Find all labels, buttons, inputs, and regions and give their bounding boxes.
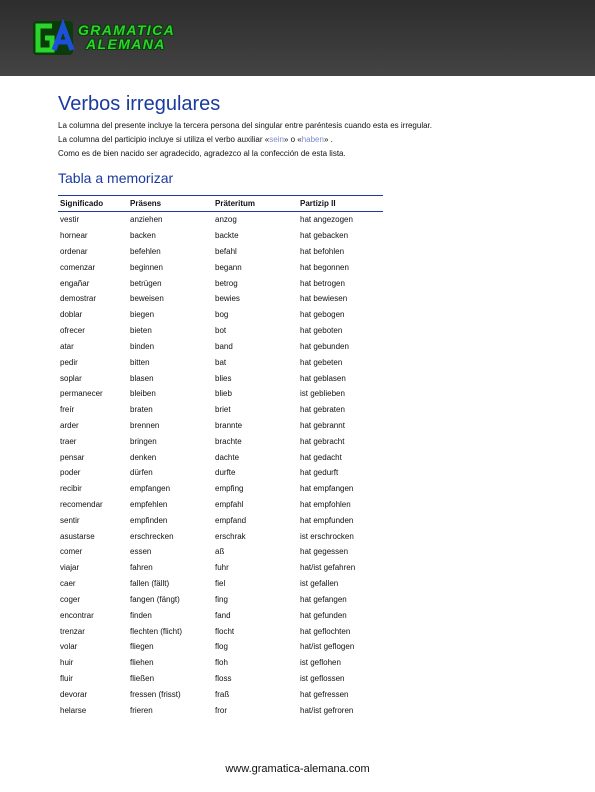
table-row <box>58 481 383 497</box>
cell-significado: pensar <box>60 452 85 462</box>
table-row <box>58 560 383 576</box>
cell-partizip: hat angezogen <box>300 215 353 225</box>
cell-prasens: fahren <box>130 563 153 573</box>
table-row <box>58 402 383 418</box>
table-row <box>58 702 383 718</box>
intro-line-2-start: La columna del participio incluye si utiliza el verbo auxiliar « <box>58 135 270 144</box>
cell-prateritum: bewies <box>215 294 240 304</box>
cell-prateritum: brannte <box>215 420 243 430</box>
cell-significado: helarse <box>60 705 87 715</box>
intro-line-1: La columna del presente incluye la tercera persona del singular entre paréntesis cuando esta es irregular. <box>58 121 432 130</box>
cell-partizip: hat gebracht <box>300 436 345 446</box>
table-row <box>58 449 383 465</box>
table-row <box>58 671 383 687</box>
cell-prateritum: bat <box>215 357 227 367</box>
cell-partizip: hat begonnen <box>300 262 349 272</box>
table-row <box>58 576 383 592</box>
cell-significado: viajar <box>60 563 80 573</box>
auxiliary-haben: haben <box>301 135 324 144</box>
cell-partizip: hat gegessen <box>300 547 349 557</box>
intro-text <box>58 119 432 161</box>
cell-prasens: empfangen <box>130 484 171 494</box>
column-header-prateritum: Präteritum <box>213 196 298 212</box>
cell-partizip: ist gefallen <box>300 579 339 589</box>
cell-significado: traer <box>60 436 77 446</box>
cell-significado: recomendar <box>60 500 103 510</box>
verbs-table <box>58 195 383 718</box>
cell-significado: devorar <box>60 689 88 699</box>
cell-significado: doblar <box>60 310 83 320</box>
table-header-row <box>58 196 383 212</box>
table-row <box>58 370 383 386</box>
table-row <box>58 639 383 655</box>
cell-prasens: fangen (fängt) <box>130 594 180 604</box>
cell-significado: comer <box>60 547 83 557</box>
cell-prateritum: begann <box>215 262 242 272</box>
cell-partizip: hat bewiesen <box>300 294 348 304</box>
cell-prasens: erschrecken <box>130 531 174 541</box>
cell-prateritum: blies <box>215 373 232 383</box>
table-row <box>58 497 383 513</box>
table-row <box>58 307 383 323</box>
cell-prateritum: aß <box>215 547 225 557</box>
table-row <box>58 259 383 275</box>
cell-prateritum: floss <box>215 673 232 683</box>
table-row <box>58 212 383 228</box>
cell-prasens: backen <box>130 231 156 241</box>
cell-partizip: hat gefangen <box>300 594 347 604</box>
cell-prasens: binden <box>130 341 155 351</box>
table-row <box>58 686 383 702</box>
cell-prateritum: fuhr <box>215 563 229 573</box>
cell-partizip: hat empfohlen <box>300 500 351 510</box>
cell-partizip: hat geblasen <box>300 373 346 383</box>
cell-prasens: finden <box>130 610 152 620</box>
cell-significado: permanecer <box>60 389 103 399</box>
cell-significado: poder <box>60 468 81 478</box>
table-row <box>58 544 383 560</box>
cell-prateritum: betrog <box>215 278 238 288</box>
cell-prateritum: blieb <box>215 389 232 399</box>
cell-prasens: bieten <box>130 326 152 336</box>
cell-prateritum: empfand <box>215 515 247 525</box>
intro-line-2-end: » . <box>323 135 333 144</box>
cell-prateritum: backte <box>215 231 239 241</box>
cell-prasens: braten <box>130 405 153 415</box>
table-row <box>58 275 383 291</box>
cell-prasens: flechten (flicht) <box>130 626 183 636</box>
cell-significado: trenzar <box>60 626 85 636</box>
cell-prateritum: floh <box>215 658 228 668</box>
table-row <box>58 465 383 481</box>
cell-prateritum: fiel <box>215 579 226 589</box>
cell-partizip: hat betrogen <box>300 278 345 288</box>
site-logo[interactable] <box>30 18 190 58</box>
cell-prasens: fliegen <box>130 642 154 652</box>
cell-partizip: ist geflohen <box>300 658 341 668</box>
cell-prasens: fliehen <box>130 658 154 668</box>
cell-partizip: hat empfangen <box>300 484 354 494</box>
table-row <box>58 323 383 339</box>
cell-prateritum: band <box>215 341 233 351</box>
cell-prateritum: bot <box>215 326 227 336</box>
cell-partizip: hat/ist gefroren <box>300 705 354 715</box>
cell-significado: volar <box>60 642 78 652</box>
cell-prateritum: fraß <box>215 689 230 699</box>
logo-text-alemana: ALEMANA <box>86 36 166 52</box>
cell-significado: freír <box>60 405 75 415</box>
cell-prasens: fallen (fällt) <box>130 579 170 589</box>
cell-prateritum: brachte <box>215 436 242 446</box>
footer-url[interactable]: www.gramatica-alemana.com <box>225 763 370 775</box>
cell-prateritum: befahl <box>215 247 237 257</box>
cell-prasens: brennen <box>130 420 160 430</box>
column-header-prasens: Präsens <box>128 196 213 212</box>
column-header-significado: Significado <box>58 196 128 212</box>
cell-partizip: hat geflochten <box>300 626 351 636</box>
cell-prasens: bleiben <box>130 389 156 399</box>
table-row <box>58 655 383 671</box>
cell-significado: coger <box>60 594 81 604</box>
table-row <box>58 354 383 370</box>
cell-significado: caer <box>60 579 76 589</box>
table-row <box>58 418 383 434</box>
cell-significado: soplar <box>60 373 82 383</box>
cell-partizip: hat gefressen <box>300 689 349 699</box>
cell-prasens: bringen <box>130 436 157 446</box>
cell-significado: recibir <box>60 484 82 494</box>
table-row <box>58 228 383 244</box>
cell-significado: huir <box>60 658 74 668</box>
cell-prateritum: flocht <box>215 626 235 636</box>
intro-line-2 <box>58 133 432 147</box>
cell-prateritum: erschrak <box>215 531 246 541</box>
cell-prasens: bitten <box>130 357 150 367</box>
ga-monogram-icon <box>30 18 78 58</box>
cell-prateritum: fror <box>215 705 227 715</box>
cell-prasens: betrügen <box>130 278 162 288</box>
cell-prasens: blasen <box>130 373 154 383</box>
cell-partizip: ist geblieben <box>300 389 345 399</box>
table-row <box>58 607 383 623</box>
cell-prasens: beweisen <box>130 294 164 304</box>
logo-text-gramatica: GRAMATICA <box>78 22 176 38</box>
cell-partizip: hat gedurft <box>300 468 339 478</box>
page-header <box>0 0 595 76</box>
cell-partizip: hat gefunden <box>300 610 347 620</box>
table-row <box>58 623 383 639</box>
cell-significado: demostrar <box>60 294 97 304</box>
cell-prateritum: fand <box>215 610 231 620</box>
cell-prateritum: flog <box>215 642 228 652</box>
cell-significado: asustarse <box>60 531 95 541</box>
cell-partizip: hat gebraten <box>300 405 345 415</box>
cell-prateritum: empfahl <box>215 500 244 510</box>
cell-prateritum: dachte <box>215 452 240 462</box>
verbs-table-body <box>58 212 383 719</box>
cell-prasens: essen <box>130 547 152 557</box>
cell-prasens: anziehen <box>130 215 163 225</box>
cell-prasens: befehlen <box>130 247 161 257</box>
cell-partizip: ist geflossen <box>300 673 345 683</box>
table-row <box>58 339 383 355</box>
cell-prasens: empfinden <box>130 515 168 525</box>
intro-line-2-mid: » o « <box>283 135 302 144</box>
cell-prasens: fressen (frisst) <box>130 689 181 699</box>
cell-partizip: hat gedacht <box>300 452 342 462</box>
cell-significado: encontrar <box>60 610 94 620</box>
cell-prasens: denken <box>130 452 157 462</box>
cell-significado: hornear <box>60 231 88 241</box>
table-row <box>58 512 383 528</box>
column-header-partizip: Partizip II <box>298 196 383 212</box>
cell-prasens: fließen <box>130 673 155 683</box>
section-subtitle: Tabla a memorizar <box>58 170 174 186</box>
cell-significado: engañar <box>60 278 90 288</box>
cell-significado: vestir <box>60 215 80 225</box>
table-row <box>58 433 383 449</box>
cell-prateritum: bog <box>215 310 229 320</box>
cell-partizip: hat empfunden <box>300 515 354 525</box>
cell-partizip: hat gebacken <box>300 231 349 241</box>
cell-significado: fluir <box>60 673 73 683</box>
page-title: Verbos irregulares <box>58 93 221 115</box>
table-row <box>58 244 383 260</box>
cell-prasens: empfehlen <box>130 500 168 510</box>
cell-prateritum: empfing <box>215 484 244 494</box>
cell-partizip: hat/ist geflogen <box>300 642 355 652</box>
cell-significado: ordenar <box>60 247 88 257</box>
cell-prateritum: briet <box>215 405 231 415</box>
cell-partizip: hat gebeten <box>300 357 343 367</box>
cell-significado: arder <box>60 420 79 430</box>
cell-significado: pedir <box>60 357 78 367</box>
table-row <box>58 386 383 402</box>
cell-partizip: hat/ist gefahren <box>300 563 356 573</box>
table-row <box>58 592 383 608</box>
cell-partizip: hat befohlen <box>300 247 345 257</box>
table-row <box>58 291 383 307</box>
cell-prateritum: anzog <box>215 215 237 225</box>
cell-prasens: dürfen <box>130 468 153 478</box>
cell-partizip: hat gebogen <box>300 310 345 320</box>
intro-line-3: Como es de bien nacido ser agradecido, agradezco al la confección de esta lista. <box>58 149 346 158</box>
cell-prasens: frieren <box>130 705 153 715</box>
cell-partizip: hat gebrannt <box>300 420 345 430</box>
cell-significado: comenzar <box>60 262 96 272</box>
cell-prateritum: durfte <box>215 468 236 478</box>
auxiliary-sein: sein <box>269 135 284 144</box>
cell-partizip: hat geboten <box>300 326 343 336</box>
cell-prasens: beginnen <box>130 262 163 272</box>
table-row <box>58 528 383 544</box>
cell-prasens: biegen <box>130 310 155 320</box>
cell-partizip: ist erschrocken <box>300 531 354 541</box>
cell-significado: ofrecer <box>60 326 85 336</box>
cell-significado: sentir <box>60 515 80 525</box>
cell-significado: atar <box>60 341 74 351</box>
cell-partizip: hat gebunden <box>300 341 349 351</box>
cell-prateritum: fing <box>215 594 228 604</box>
